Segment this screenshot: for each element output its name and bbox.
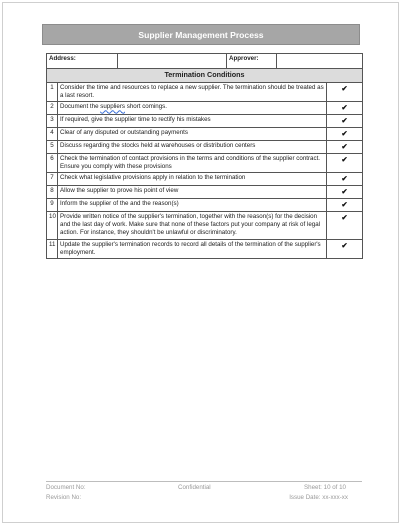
condition-text: If required, give the supplier time to rectify his mistakes bbox=[58, 115, 327, 128]
row-number: 7 bbox=[47, 173, 58, 186]
checkmark-icon[interactable]: ✔ bbox=[327, 211, 363, 239]
checklist-row bbox=[47, 102, 363, 115]
condition-text-part: short comings. bbox=[125, 103, 167, 111]
address-approver-row bbox=[47, 54, 363, 69]
checklist-row bbox=[47, 239, 363, 258]
checklist-row bbox=[47, 128, 363, 141]
condition-text: Allow the supplier to prove his point of view bbox=[58, 186, 327, 199]
row-number: 9 bbox=[47, 199, 58, 212]
page-footer bbox=[46, 481, 362, 502]
condition-text: Discuss regarding the stocks held at warehouses or distribution centers bbox=[58, 141, 327, 154]
approver-field[interactable] bbox=[277, 54, 363, 69]
checklist-row bbox=[47, 141, 363, 154]
row-number: 3 bbox=[47, 115, 58, 128]
section-header-row bbox=[47, 69, 363, 83]
checkmark-icon[interactable]: ✔ bbox=[327, 128, 363, 141]
address-field[interactable] bbox=[118, 54, 227, 69]
row-number: 10 bbox=[47, 211, 58, 239]
row-number: 5 bbox=[47, 141, 58, 154]
checkmark-icon[interactable]: ✔ bbox=[327, 153, 363, 172]
row-number: 8 bbox=[47, 186, 58, 199]
approver-label: Approver: bbox=[227, 54, 277, 69]
classification-label: Confidential bbox=[178, 484, 211, 491]
checklist-row bbox=[47, 115, 363, 128]
document-no-label: Document No: bbox=[46, 484, 86, 491]
checklist-row bbox=[47, 173, 363, 186]
section-title: Termination Conditions bbox=[47, 69, 363, 83]
revision-no-label: Revision No: bbox=[46, 494, 82, 501]
row-number: 6 bbox=[47, 153, 58, 172]
row-number: 11 bbox=[47, 239, 58, 258]
condition-text: Check what legislative provisions apply in relation to the termination bbox=[58, 173, 327, 186]
checklist-row bbox=[47, 199, 363, 212]
checkmark-icon[interactable]: ✔ bbox=[327, 186, 363, 199]
condition-text-part: Document the bbox=[60, 103, 101, 111]
termination-checklist-table bbox=[46, 53, 363, 259]
issue-date: Issue Date: xx-xxx-xx bbox=[289, 494, 348, 501]
checkmark-icon[interactable]: ✔ bbox=[327, 239, 363, 258]
checkmark-icon[interactable]: ✔ bbox=[327, 83, 363, 102]
checklist-row bbox=[47, 186, 363, 199]
checkmark-icon[interactable]: ✔ bbox=[327, 199, 363, 212]
condition-text: Update the supplier's termination records to record all details of the termination of the supplier's employment. bbox=[58, 239, 327, 258]
checkmark-icon[interactable]: ✔ bbox=[327, 141, 363, 154]
condition-text: Provide written notice of the supplier's termination, together with the reason(s) for the decision and the last day of work. Make sure that none of these factors put your company at risk of legal action. For instance, they shouldn't be unlawful or discriminatory. bbox=[58, 211, 327, 239]
condition-text: Check the termination of contact provisions in the terms and conditions of the supplier contract. Ensure you comply with these provisions bbox=[58, 153, 327, 172]
document-title: Supplier Management Process bbox=[42, 24, 360, 45]
checklist-row bbox=[47, 211, 363, 239]
condition-text: Consider the time and resources to replace a new supplier. The termination should be treated as a last resort. bbox=[58, 83, 327, 102]
row-number: 1 bbox=[47, 83, 58, 102]
spellcheck-flagged-word: suppliers bbox=[100, 103, 126, 111]
condition-text bbox=[58, 102, 327, 115]
row-number: 2 bbox=[47, 102, 58, 115]
checklist-row bbox=[47, 83, 363, 102]
condition-text: Inform the supplier of the and the reason(s) bbox=[58, 199, 327, 212]
checkmark-icon[interactable]: ✔ bbox=[327, 173, 363, 186]
condition-text: Clear of any disputed or outstanding payments bbox=[58, 128, 327, 141]
checklist-row bbox=[47, 153, 363, 172]
checkmark-icon[interactable]: ✔ bbox=[327, 115, 363, 128]
row-number: 4 bbox=[47, 128, 58, 141]
checkmark-icon[interactable]: ✔ bbox=[327, 102, 363, 115]
sheet-number: Sheet: 10 of 10 bbox=[304, 484, 346, 491]
address-label: Address: bbox=[47, 54, 118, 69]
